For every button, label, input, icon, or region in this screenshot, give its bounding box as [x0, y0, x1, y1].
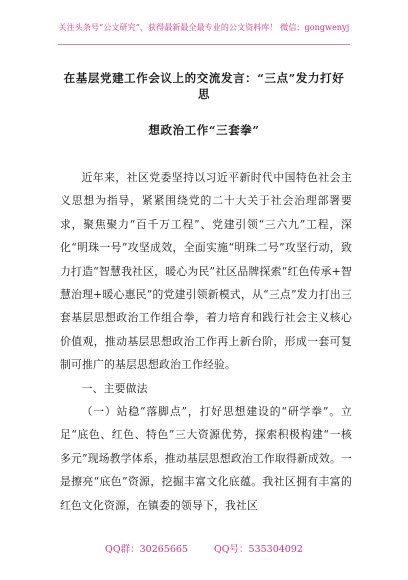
footer-qq-number: QQ号：535304092 — [213, 544, 303, 555]
footer-qq-group: QQ群：30265665 — [105, 544, 188, 555]
document-title-line-1: 在基层党建工作会议上的交流发言：“三点”发力打好思 — [63, 71, 345, 101]
header-divider — [58, 44, 350, 45]
document-body — [60, 166, 352, 517]
paragraph-practice-1: （一）站稳“落脚点”，打好思想建设的“研学拳”。立足“底色、红色、特色”三大资源优势，探索积极构建“一核多元”现场教学体系，推动基层思想政治工作取得新成效。一是擦亮“底色”资源，挖掘丰富文化底蕴。我社区拥有丰富的红色文化资源，在镇委的领导下，我社区 — [60, 405, 352, 512]
footer-contact — [0, 541, 408, 555]
document-title-line-2: 想政治工作“三套拳” — [148, 123, 260, 137]
header-notice: 关注头条号“公文研究”，获得最新最全最专业的公文资料库！ 微信：gongwenyj — [58, 23, 350, 32]
paragraph-intro: 近年来，社区党委坚持以习近平新时代中国特色社会主义思想为指导，紧紧围绕党的二十大关于社会治理部署要求，聚焦聚力“百千万工程”、党建引领“三六九”工程，深化“明珠一号”攻坚成效，全面实施“明珠二号”攻坚行动，致力打造“智慧我社区，暖心为民”社区品牌探索“红色传承+智慧治理+暖心惠民”的党建引领新模式，从“三点”发力打出三套基层思想政治工作组合拳，着力培育和践行社会主义核心价值观，推动基层思想政治工作再上新台阶，形成一套可复制可推广的基层思想政治工作经验。 — [60, 171, 352, 372]
section-heading-main-practices: 一、主要做法 — [81, 381, 148, 395]
